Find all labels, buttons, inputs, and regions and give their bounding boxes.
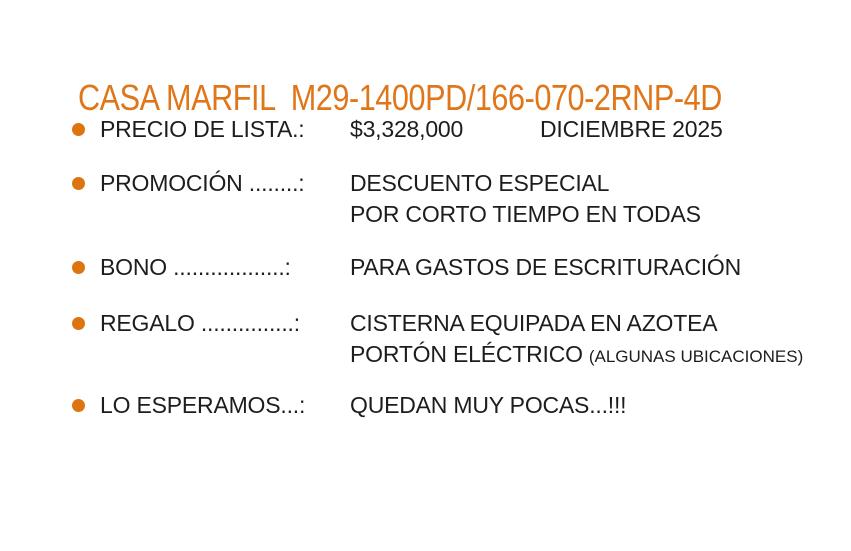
value-line: DESCUENTO ESPECIAL <box>350 170 610 196</box>
item-label: PROMOCIÓN ........: <box>100 170 305 196</box>
list-item-regalo <box>72 308 803 372</box>
value-note: (ALGUNAS UBICACIONES) <box>588 347 804 366</box>
item-value <box>350 114 723 145</box>
list-item-precio <box>72 114 723 145</box>
item-value <box>350 390 626 421</box>
item-value <box>350 308 803 372</box>
price-value: $3,328,000 <box>350 116 464 142</box>
value-line: QUEDAN MUY POCAS...!!! <box>350 392 627 418</box>
bullet-icon <box>72 123 85 136</box>
item-value <box>350 252 741 283</box>
bullet-icon <box>72 317 85 330</box>
value-line: CISTERNA EQUIPADA EN AZOTEA <box>350 310 718 336</box>
bullet-icon <box>72 399 85 412</box>
value-text: PORTÓN ELÉCTRICO <box>350 341 583 367</box>
list-item-promocion <box>72 168 701 230</box>
value-line: PARA GASTOS DE ESCRITURACIÓN <box>350 254 742 280</box>
item-value <box>350 168 701 230</box>
item-label: BONO ..................: <box>100 254 291 280</box>
list-item-esperamos <box>72 390 626 421</box>
page-title: CASA MARFIL M29-1400PD/166-070-2RNP-4D <box>78 77 722 119</box>
item-label: REGALO ...............: <box>100 310 300 336</box>
item-label: LO ESPERAMOS...: <box>100 392 306 418</box>
bullet-icon <box>72 177 85 190</box>
value-line: POR CORTO TIEMPO EN TODAS <box>350 201 701 227</box>
list-item-bono <box>72 252 741 283</box>
date-value: DICIEMBRE 2025 <box>540 116 723 142</box>
item-label: PRECIO DE LISTA.: <box>100 116 305 142</box>
value-line <box>350 339 803 372</box>
bullet-icon <box>72 261 85 274</box>
